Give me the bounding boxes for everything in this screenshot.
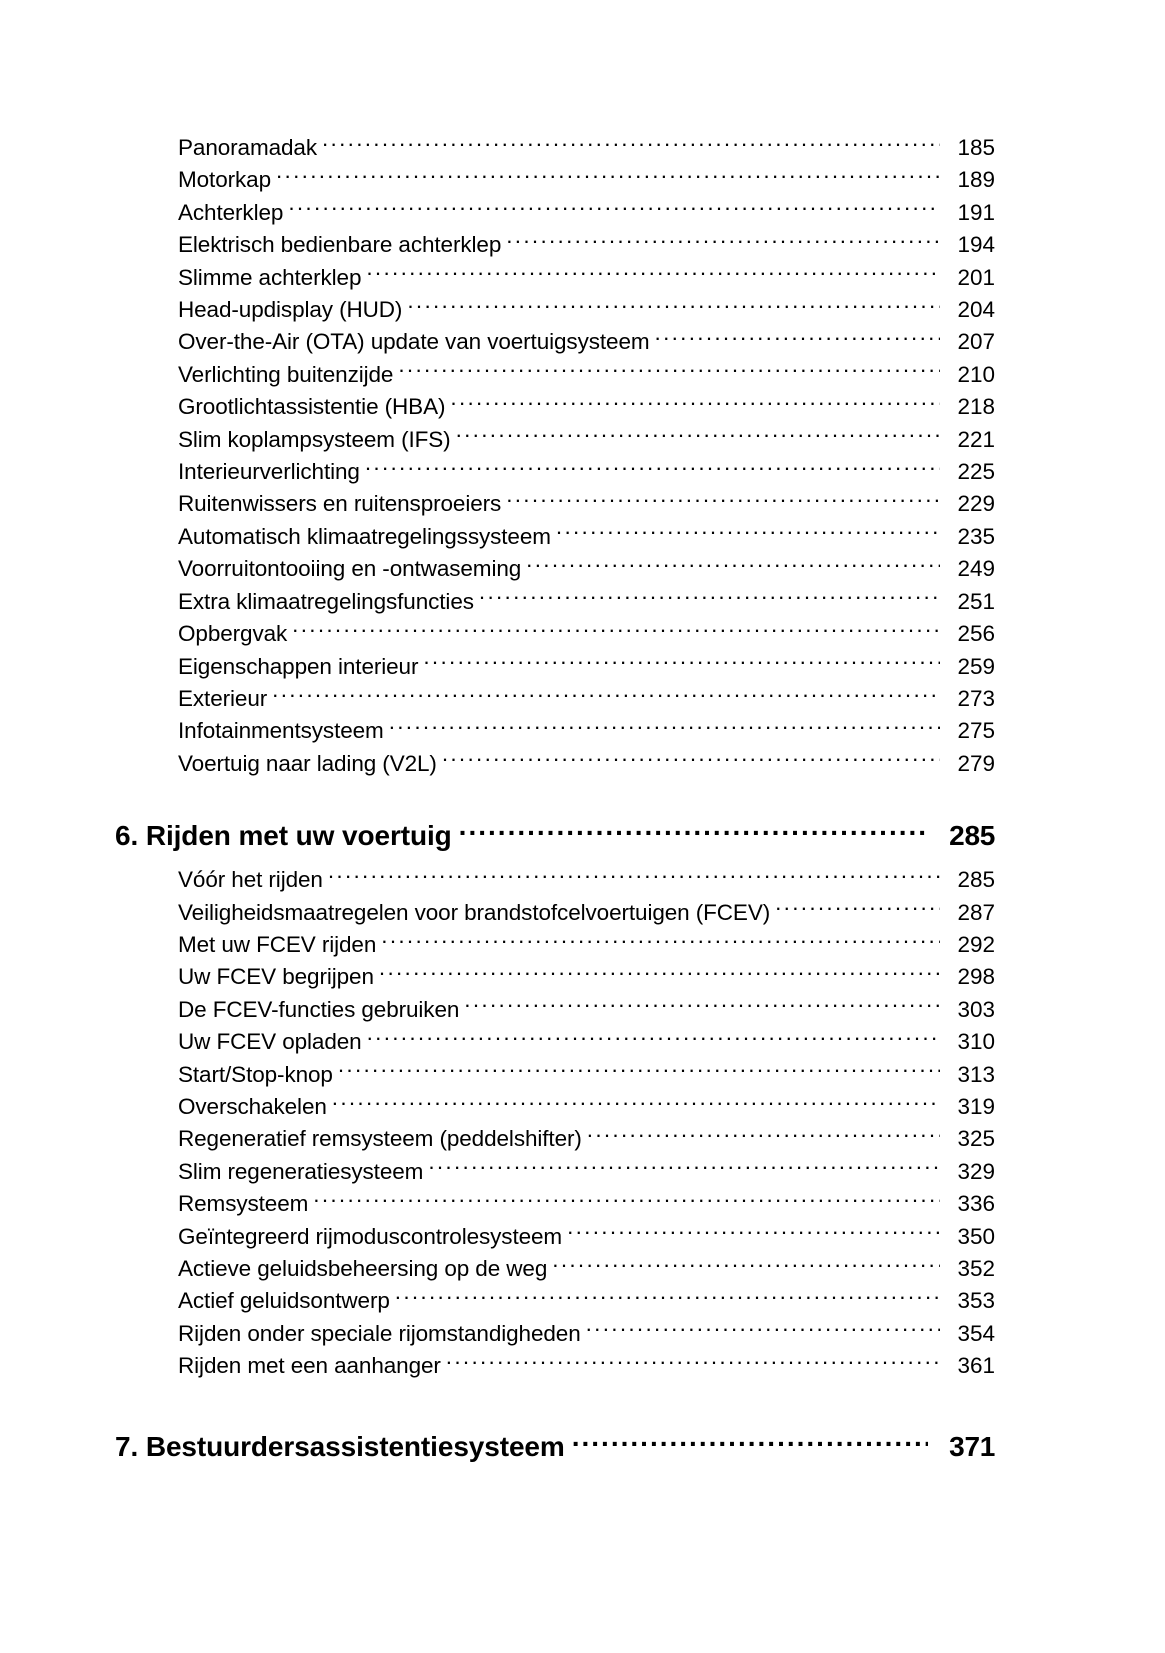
- toc-entry[interactable]: [0, 1318, 1165, 1350]
- toc-chapter-label: 7. Bestuurdersassistentiesysteem: [115, 1430, 565, 1462]
- toc-entry-page-number: 310: [957, 1029, 995, 1055]
- dot-leader: [506, 230, 940, 253]
- toc-entry[interactable]: [0, 929, 1165, 961]
- toc-entry-label: Eigenschappen interieur: [178, 653, 419, 679]
- toc-entry-label: Uw FCEV begrijpen: [178, 964, 374, 990]
- dot-leader: [338, 1059, 940, 1082]
- toc-entry-label: Slimme achterklep: [178, 264, 362, 290]
- toc-entry[interactable]: [0, 683, 1165, 715]
- toc-entry-label: Automatisch klimaatregelingssysteem: [178, 523, 551, 549]
- toc-entry[interactable]: [0, 748, 1165, 780]
- toc-entry[interactable]: [0, 1156, 1165, 1188]
- toc-entry[interactable]: [0, 197, 1165, 229]
- toc-entry[interactable]: [0, 1091, 1165, 1123]
- toc-entry[interactable]: [0, 488, 1165, 520]
- toc-entry-label: Panoramadak: [178, 135, 317, 160]
- dot-leader: [276, 165, 940, 188]
- toc-entry[interactable]: [0, 1188, 1165, 1220]
- toc-entry[interactable]: [0, 1253, 1165, 1285]
- toc-entry-page-number: 218: [957, 394, 995, 420]
- toc-entry-label: Rijden met een aanhanger: [178, 1353, 441, 1379]
- toc-entry-label: Geïntegreerd rijmoduscontrolesysteem: [178, 1223, 563, 1249]
- toc-entry-label: Extra klimaatregelingsfuncties: [178, 588, 474, 614]
- dot-leader: [464, 994, 940, 1017]
- toc-entry-page-number: 191: [957, 199, 995, 225]
- toc-entry-page-number: 298: [957, 964, 995, 990]
- toc-entry[interactable]: [0, 553, 1165, 585]
- toc-entry[interactable]: [0, 897, 1165, 929]
- dot-leader: [313, 1189, 940, 1212]
- toc-entry[interactable]: [0, 359, 1165, 391]
- toc-entry[interactable]: [0, 326, 1165, 358]
- toc-entry-page-number: 229: [957, 491, 995, 517]
- dot-leader: [379, 962, 940, 985]
- toc-entry-page-number: 204: [957, 297, 995, 323]
- toc-entry-label: Motorkap: [178, 167, 271, 193]
- toc-entry-page-number: 275: [957, 718, 995, 744]
- toc-entry[interactable]: [0, 1285, 1165, 1317]
- dot-leader: [456, 424, 940, 447]
- toc-entry-page-number: 210: [957, 361, 995, 387]
- dot-leader: [423, 651, 940, 674]
- dot-leader: [552, 1254, 940, 1277]
- toc-entry[interactable]: [0, 164, 1165, 196]
- toc-entry[interactable]: [0, 229, 1165, 261]
- toc-entry[interactable]: [0, 715, 1165, 747]
- toc-entry-page-number: 354: [957, 1320, 995, 1346]
- table-of-contents: [0, 132, 1165, 1466]
- dot-leader: [328, 865, 940, 888]
- dot-leader: [556, 521, 940, 544]
- toc-entry-page-number: 185: [957, 135, 995, 160]
- toc-entry-page-number: 350: [957, 1223, 995, 1249]
- toc-entry[interactable]: [0, 1026, 1165, 1058]
- toc-entry-page-number: 292: [957, 931, 995, 957]
- dot-leader: [398, 359, 940, 382]
- toc-entry-page-number: 221: [957, 426, 995, 452]
- toc-entry[interactable]: [0, 618, 1165, 650]
- toc-entry-label: Over-the-Air (OTA) update van voertuigsysteem: [178, 329, 650, 355]
- dot-leader: [292, 619, 940, 642]
- dot-leader: [586, 1318, 940, 1341]
- dot-leader: [450, 392, 940, 415]
- toc-entry-label: Vóór het rijden: [178, 867, 323, 893]
- toc-entry-label: Veiligheidsmaatregelen voor brandstofcelvoertuigen (FCEV): [178, 899, 771, 925]
- toc-chapter-page-number: 285: [949, 820, 995, 852]
- toc-entry[interactable]: [0, 521, 1165, 553]
- toc-entry-page-number: 325: [957, 1126, 995, 1152]
- toc-entry-label: Met uw FCEV rijden: [178, 931, 377, 957]
- toc-entry-label: De FCEV-functies gebruiken: [178, 996, 460, 1022]
- toc-entry-label: Head-updisplay (HUD): [178, 297, 403, 323]
- toc-entry[interactable]: [0, 132, 1165, 164]
- toc-entry-page-number: 189: [957, 167, 995, 193]
- toc-entry-label: Uw FCEV opladen: [178, 1029, 362, 1055]
- toc-entry-page-number: 251: [957, 588, 995, 614]
- dot-leader: [272, 683, 940, 706]
- dot-leader: [446, 1351, 940, 1374]
- toc-entry-label: Actief geluidsontwerp: [178, 1288, 390, 1314]
- toc-entry-page-number: 303: [957, 996, 995, 1022]
- toc-chapter-page-number: 371: [949, 1430, 995, 1462]
- toc-entry-label: Verlichting buitenzijde: [178, 361, 394, 387]
- toc-chapter[interactable]: [0, 1428, 1165, 1466]
- toc-entry-page-number: 329: [957, 1158, 995, 1184]
- vertical-spacer: [0, 1383, 1165, 1428]
- dot-leader: [407, 295, 940, 318]
- toc-entry-label: Voertuig naar lading (V2L): [178, 750, 437, 776]
- dot-leader: [567, 1221, 940, 1244]
- toc-entry-label: Ruitenwissers en ruitensproeiers: [178, 491, 502, 517]
- toc-entry-label: Exterieur: [178, 685, 268, 711]
- toc-entry-page-number: 194: [957, 232, 995, 258]
- toc-entry-label: Overschakelen: [178, 1093, 327, 1119]
- toc-entry-page-number: 256: [957, 621, 995, 647]
- dot-leader: [479, 586, 940, 609]
- toc-entry[interactable]: [0, 1123, 1165, 1155]
- toc-entry-page-number: 352: [957, 1256, 995, 1281]
- toc-entry-page-number: 279: [957, 750, 995, 776]
- toc-entry-page-number: 249: [957, 556, 995, 582]
- dot-leader: [572, 1428, 928, 1456]
- dot-leader: [506, 489, 940, 512]
- toc-entry-page-number: 287: [957, 899, 995, 925]
- toc-entry-label: Remsysteem: [178, 1191, 309, 1217]
- toc-entry[interactable]: [0, 262, 1165, 294]
- dot-leader: [367, 1027, 940, 1050]
- toc-entry-page-number: 225: [957, 459, 995, 485]
- toc-entry-page-number: 201: [957, 264, 995, 290]
- toc-entry[interactable]: [0, 864, 1165, 896]
- toc-entry-page-number: 319: [957, 1093, 995, 1119]
- dot-leader: [365, 457, 940, 480]
- toc-entry-page-number: 259: [957, 653, 995, 679]
- toc-entry-label: Rijden onder speciale rijomstandigheden: [178, 1320, 581, 1346]
- toc-entry-label: Interieurverlichting: [178, 459, 360, 485]
- toc-entry-label: Slim koplampsysteem (IFS): [178, 426, 451, 452]
- toc-entry[interactable]: [0, 456, 1165, 488]
- toc-entry[interactable]: [0, 1059, 1165, 1091]
- dot-leader: [395, 1286, 940, 1309]
- toc-entry-page-number: 235: [957, 523, 995, 549]
- toc-entry-label: Actieve geluidsbeheersing op de weg: [178, 1256, 548, 1281]
- dot-leader: [389, 716, 940, 739]
- vertical-spacer: [0, 780, 1165, 817]
- toc-entry-page-number: 285: [957, 867, 995, 893]
- toc-entry[interactable]: [0, 586, 1165, 618]
- dot-leader: [366, 262, 940, 285]
- toc-chapter-label: 6. Rijden met uw voertuig: [115, 820, 452, 852]
- dot-leader: [288, 197, 940, 220]
- toc-entry-page-number: 336: [957, 1191, 995, 1217]
- dot-leader: [587, 1124, 940, 1147]
- toc-entry-label: Achterklep: [178, 199, 284, 225]
- dot-leader: [381, 929, 940, 952]
- toc-chapter[interactable]: [0, 817, 1165, 855]
- toc-entry-label: Grootlichtassistentie (HBA): [178, 394, 446, 420]
- dot-leader: [442, 748, 940, 771]
- dot-leader: [428, 1156, 940, 1179]
- toc-entry[interactable]: [0, 294, 1165, 326]
- toc-entry[interactable]: [0, 994, 1165, 1026]
- vertical-spacer: [0, 855, 1165, 864]
- toc-entry-label: Regeneratief remsysteem (peddelshifter): [178, 1126, 582, 1152]
- toc-entry[interactable]: [0, 651, 1165, 683]
- toc-entry-page-number: 273: [957, 685, 995, 711]
- dot-leader: [322, 133, 940, 156]
- toc-entry[interactable]: [0, 1221, 1165, 1253]
- dot-leader: [775, 897, 940, 920]
- toc-entry-label: Infotainmentsysteem: [178, 718, 384, 744]
- toc-entry-label: Elektrisch bedienbare achterklep: [178, 232, 502, 258]
- toc-entry[interactable]: [0, 961, 1165, 993]
- dot-leader: [459, 817, 928, 845]
- toc-entry[interactable]: [0, 391, 1165, 423]
- toc-entry-group: [0, 132, 1165, 780]
- toc-entry-group: [0, 864, 1165, 1383]
- toc-entry-page-number: 207: [957, 329, 995, 355]
- dot-leader: [526, 554, 940, 577]
- toc-entry-page-number: 353: [957, 1288, 995, 1314]
- toc-entry[interactable]: [0, 1350, 1165, 1382]
- toc-entry-label: Start/Stop-knop: [178, 1061, 333, 1087]
- toc-entry-page-number: 313: [957, 1061, 995, 1087]
- toc-entry-page-number: 361: [957, 1353, 995, 1379]
- dot-leader: [332, 1091, 940, 1114]
- toc-entry-label: Opbergvak: [178, 621, 288, 647]
- dot-leader: [655, 327, 940, 350]
- toc-entry-label: Slim regeneratiesysteem: [178, 1158, 424, 1184]
- toc-entry-label: Voorruitontooiing en -ontwaseming: [178, 556, 522, 582]
- toc-entry[interactable]: [0, 424, 1165, 456]
